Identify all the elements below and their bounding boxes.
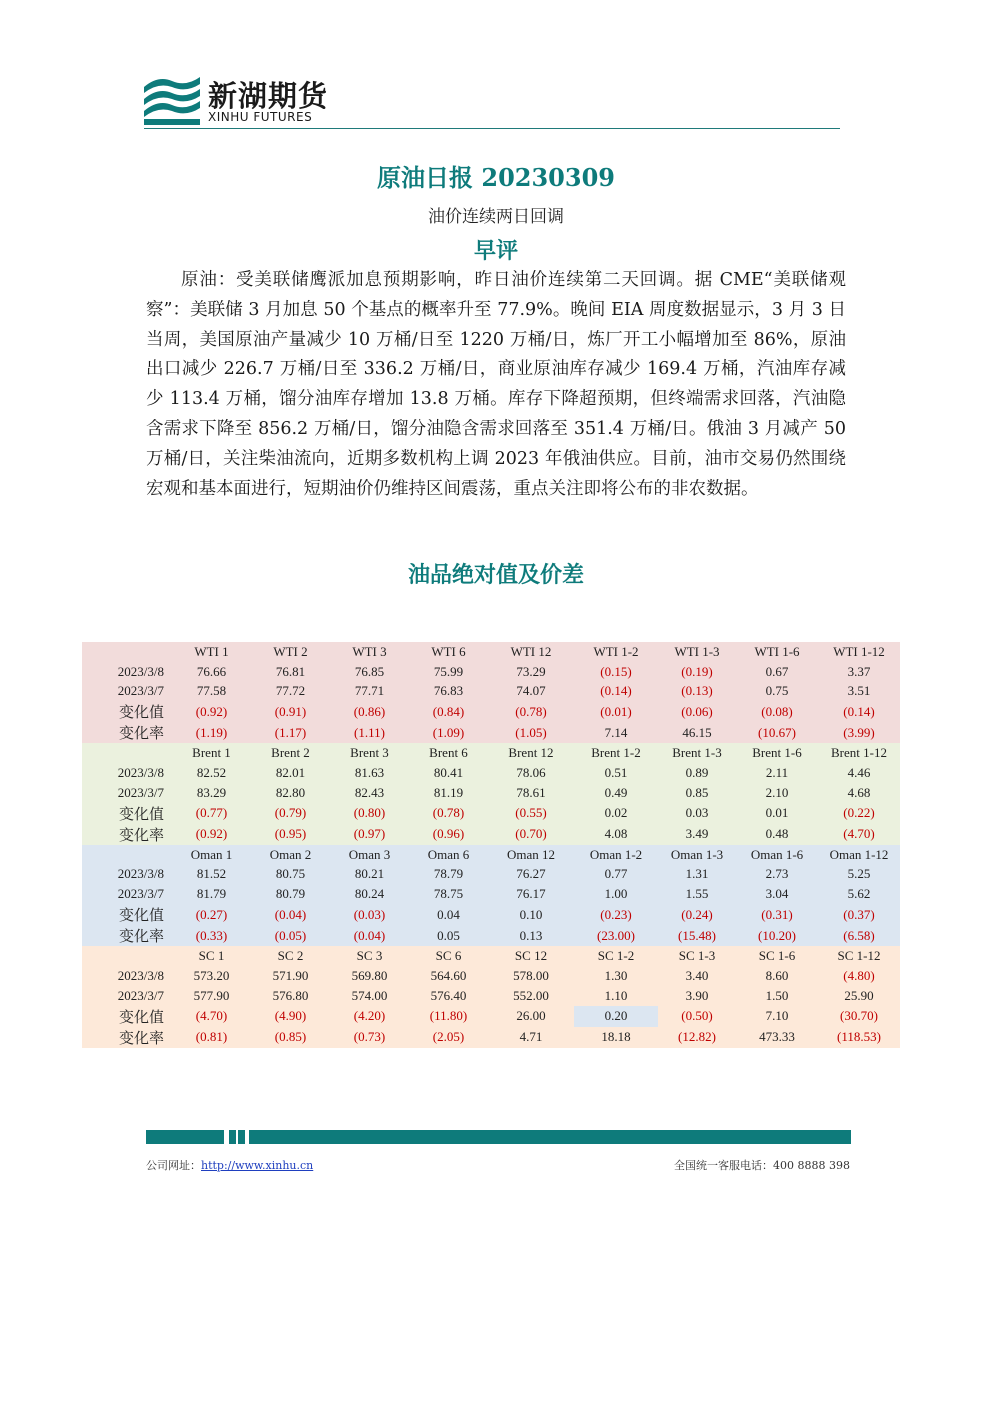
- table-cell: (0.13): [658, 682, 736, 702]
- table-cell: 2.11: [736, 763, 818, 783]
- table-cell: 576.80: [251, 986, 330, 1006]
- table-header-cell: Oman 2: [251, 845, 330, 865]
- table-cell: (0.55): [488, 803, 574, 824]
- table-header-row: [82, 845, 900, 865]
- table-cell: 78.61: [488, 783, 574, 803]
- table-cell: 76.83: [409, 682, 488, 702]
- table-cell: (0.77): [172, 803, 251, 824]
- table-cell: (1.17): [251, 722, 330, 743]
- table-header-cell: Oman 1-12: [818, 845, 900, 865]
- table-cell: 571.90: [251, 966, 330, 986]
- table-cell: (0.33): [172, 925, 251, 946]
- table-row: [82, 884, 900, 904]
- table-cell: (0.96): [409, 824, 488, 845]
- table-cell: 0.13: [488, 925, 574, 946]
- table-cell: (0.80): [330, 803, 409, 824]
- table-cell: 82.52: [172, 763, 251, 783]
- table-cell: (0.78): [409, 803, 488, 824]
- table-row-label: 变化值: [82, 904, 172, 925]
- table-row-label: 2023/3/7: [82, 986, 172, 1006]
- table-header-cell: Brent 1-2: [574, 743, 658, 763]
- table-row-label: 2023/3/7: [82, 884, 172, 904]
- table-cell: 81.63: [330, 763, 409, 783]
- table-row-label: 变化值: [82, 701, 172, 722]
- footer-website-label: 公司网址：: [146, 1159, 201, 1172]
- brand-name-cn: 新湖期货: [208, 79, 329, 113]
- table-header-blank: [82, 946, 172, 966]
- table-header-cell: Oman 1: [172, 845, 251, 865]
- table-cell: 82.43: [330, 783, 409, 803]
- table-row: [82, 1006, 900, 1027]
- footer-website: [146, 1157, 313, 1173]
- table-cell: (0.79): [251, 803, 330, 824]
- table-cell: 473.33: [736, 1027, 818, 1048]
- table-cell: (118.53): [818, 1027, 900, 1048]
- table-header-row: [82, 642, 900, 662]
- footer-bar-small: [238, 1130, 245, 1144]
- oil-price-table-container: [82, 642, 900, 1048]
- page-header: [144, 70, 840, 130]
- table-header-cell: Oman 3: [330, 845, 409, 865]
- table-cell: 76.17: [488, 884, 574, 904]
- table-cell: (0.24): [658, 904, 736, 925]
- table-cell: 574.00: [330, 986, 409, 1006]
- table-header-cell: WTI 1-12: [818, 642, 900, 662]
- table-cell: (10.67): [736, 722, 818, 743]
- table-cell: (0.06): [658, 701, 736, 722]
- table-cell: 74.07: [488, 682, 574, 702]
- table-cell: 578.00: [488, 966, 574, 986]
- table-row: [82, 925, 900, 946]
- table-header-row: [82, 946, 900, 966]
- table-cell: 81.19: [409, 783, 488, 803]
- table-cell: (1.19): [172, 722, 251, 743]
- table-row-label: 变化率: [82, 925, 172, 946]
- table-header-cell: Oman 1-6: [736, 845, 818, 865]
- table-cell: 552.00: [488, 986, 574, 1006]
- section-heading-oil-spreads: 油品绝对值及价差: [407, 562, 584, 588]
- table-header-row: [82, 743, 900, 763]
- table-cell: 73.29: [488, 662, 574, 682]
- table-header-cell: WTI 1-2: [574, 642, 658, 662]
- table-cell: 564.60: [409, 966, 488, 986]
- table-cell: (0.81): [172, 1027, 251, 1048]
- table-header-cell: Brent 1-6: [736, 743, 818, 763]
- table-cell: 1.55: [658, 884, 736, 904]
- table-cell: 577.90: [172, 986, 251, 1006]
- table-cell: 82.80: [251, 783, 330, 803]
- table-cell: 1.10: [574, 986, 658, 1006]
- table-cell: 0.89: [658, 763, 736, 783]
- table-cell: 0.05: [409, 925, 488, 946]
- table-cell: 0.75: [736, 682, 818, 702]
- table-header-cell: SC 6: [409, 946, 488, 966]
- table-header-blank: [82, 743, 172, 763]
- table-row: [82, 824, 900, 845]
- table-cell: 0.04: [409, 904, 488, 925]
- table-cell: (0.37): [818, 904, 900, 925]
- table-cell: 46.15: [658, 722, 736, 743]
- table-header-cell: SC 3: [330, 946, 409, 966]
- table-cell: 0.51: [574, 763, 658, 783]
- table-cell: (4.80): [818, 966, 900, 986]
- table-cell: (0.91): [251, 701, 330, 722]
- table-cell: 77.58: [172, 682, 251, 702]
- table-row-label: 2023/3/8: [82, 662, 172, 682]
- table-header-cell: Brent 6: [409, 743, 488, 763]
- table-row-label: 2023/3/7: [82, 682, 172, 702]
- table-cell: (12.82): [658, 1027, 736, 1048]
- table-row: [82, 783, 900, 803]
- table-cell: 78.79: [409, 865, 488, 885]
- table-cell: 78.06: [488, 763, 574, 783]
- table-cell: 7.10: [736, 1006, 818, 1027]
- table-cell: (0.95): [251, 824, 330, 845]
- table-cell: 26.00: [488, 1006, 574, 1027]
- table-cell: 0.10: [488, 904, 574, 925]
- table-cell: 3.90: [658, 986, 736, 1006]
- table-cell: 0.48: [736, 824, 818, 845]
- table-cell: 80.21: [330, 865, 409, 885]
- table-row: [82, 701, 900, 722]
- table-cell: (11.80): [409, 1006, 488, 1027]
- table-cell: 4.68: [818, 783, 900, 803]
- table-header-cell: WTI 1-6: [736, 642, 818, 662]
- table-header-cell: Oman 1-3: [658, 845, 736, 865]
- table-row-label: 变化率: [82, 722, 172, 743]
- table-cell: 5.25: [818, 865, 900, 885]
- table-header-cell: Oman 12: [488, 845, 574, 865]
- table-cell: 0.85: [658, 783, 736, 803]
- table-header-cell: Brent 3: [330, 743, 409, 763]
- table-header-cell: WTI 2: [251, 642, 330, 662]
- table-cell: (0.31): [736, 904, 818, 925]
- table-cell: (3.99): [818, 722, 900, 743]
- table-cell: (0.84): [409, 701, 488, 722]
- table-cell: (30.70): [818, 1006, 900, 1027]
- table-cell: 76.27: [488, 865, 574, 885]
- table-cell: 18.18: [574, 1027, 658, 1048]
- table-cell: 3.51: [818, 682, 900, 702]
- table-cell: (0.03): [330, 904, 409, 925]
- table-header-cell: Brent 12: [488, 743, 574, 763]
- table-row: [82, 662, 900, 682]
- table-row-label: 变化值: [82, 1006, 172, 1027]
- header-divider: [144, 128, 840, 129]
- table-cell: 76.66: [172, 662, 251, 682]
- table-cell: (0.86): [330, 701, 409, 722]
- table-cell: 3.37: [818, 662, 900, 682]
- table-header-cell: WTI 1-3: [658, 642, 736, 662]
- table-header-cell: WTI 1: [172, 642, 251, 662]
- report-subtitle: 油价连续两日回调: [428, 207, 564, 227]
- table-header-cell: SC 1-2: [574, 946, 658, 966]
- table-cell: (0.15): [574, 662, 658, 682]
- table-cell: 3.49: [658, 824, 736, 845]
- table-header-cell: Oman 6: [409, 845, 488, 865]
- table-row-label: 2023/3/8: [82, 966, 172, 986]
- table-cell: (10.20): [736, 925, 818, 946]
- table-header-cell: Oman 1-2: [574, 845, 658, 865]
- table-cell: 0.49: [574, 783, 658, 803]
- table-cell: (0.14): [574, 682, 658, 702]
- table-cell: 81.79: [172, 884, 251, 904]
- report-title: 原油日报 20230309: [377, 163, 615, 192]
- table-cell: 80.75: [251, 865, 330, 885]
- table-cell: 0.03: [658, 803, 736, 824]
- table-header-cell: Brent 1: [172, 743, 251, 763]
- table-cell: (4.70): [172, 1006, 251, 1027]
- table-row: [82, 682, 900, 702]
- table-cell: 0.02: [574, 803, 658, 824]
- table-cell: (4.20): [330, 1006, 409, 1027]
- table-cell: 4.46: [818, 763, 900, 783]
- table-row: [82, 722, 900, 743]
- table-cell: (0.04): [251, 904, 330, 925]
- footer-website-link[interactable]: http://www.xinhu.cn: [201, 1159, 314, 1172]
- table-cell: (23.00): [574, 925, 658, 946]
- table-cell: 77.71: [330, 682, 409, 702]
- table-cell: 0.20: [574, 1006, 658, 1027]
- table-cell: 2.73: [736, 865, 818, 885]
- table-row: [82, 986, 900, 1006]
- table-header-cell: SC 1-12: [818, 946, 900, 966]
- table-cell: 0.77: [574, 865, 658, 885]
- table-row: [82, 763, 900, 783]
- table-header-cell: SC 1-6: [736, 946, 818, 966]
- table-row-label: 2023/3/8: [82, 763, 172, 783]
- table-cell: (15.48): [658, 925, 736, 946]
- table-cell: 1.00: [574, 884, 658, 904]
- footer-bar-mid: [229, 1130, 236, 1144]
- table-cell: 1.31: [658, 865, 736, 885]
- table-cell: (0.22): [818, 803, 900, 824]
- table-cell: 3.04: [736, 884, 818, 904]
- footer-hotline: 全国统一客服电话：400 8888 398: [674, 1159, 850, 1172]
- table-header-blank: [82, 845, 172, 865]
- table-cell: (1.09): [409, 722, 488, 743]
- table-cell: 78.75: [409, 884, 488, 904]
- table-row-label: 变化值: [82, 803, 172, 824]
- oil-price-spread-table: [82, 642, 900, 1048]
- table-cell: (4.70): [818, 824, 900, 845]
- table-header-cell: WTI 6: [409, 642, 488, 662]
- table-cell: 75.99: [409, 662, 488, 682]
- table-row-label: 2023/3/8: [82, 865, 172, 885]
- table-cell: (2.05): [409, 1027, 488, 1048]
- table-row: [82, 803, 900, 824]
- table-cell: (1.05): [488, 722, 574, 743]
- table-cell: 80.41: [409, 763, 488, 783]
- table-cell: 77.72: [251, 682, 330, 702]
- table-cell: 83.29: [172, 783, 251, 803]
- brand-name-en: XINHU FUTURES: [208, 110, 313, 124]
- table-header-cell: Brent 1-3: [658, 743, 736, 763]
- table-header-blank: [82, 642, 172, 662]
- table-cell: 5.62: [818, 884, 900, 904]
- table-cell: 80.79: [251, 884, 330, 904]
- table-row: [82, 966, 900, 986]
- table-cell: (0.23): [574, 904, 658, 925]
- table-cell: 2.10: [736, 783, 818, 803]
- table-cell: 80.24: [330, 884, 409, 904]
- table-row: [82, 904, 900, 925]
- table-header-cell: SC 12: [488, 946, 574, 966]
- commentary-paragraph: 原油：受美联储鹰派加息预期影响，昨日油价连续第二天回调。据 CME“美联储观察”：美联储 3 月加息 50 个基点的概率升至 77.9%。晚间 EIA 周度数据显示，3 月 3 日当周，美国原油产量减少 10 万桶/日至 1220 万桶/日，炼厂开工小幅增加至 86%，原油出口减少 226.7 万桶/日至 336.2 万桶/日，商业原油库存减少 169.4 万桶，汽油库存减少 113.4 万桶，馏分油库存增加 13.8 万桶。库存下降超预期，但终端需求回落，汽油隐含需求下降至 856.2 万桶/日，馏分油隐含需求回落至 351.4 万桶/日。俄油 3 月减产 50 万桶/日，关注柴油流向，近期多数机构上调 2023 年俄油供应。目前，油市交易仍然围绕宏观和基本面进行，短期油价仍维持区间震荡，重点关注即将公布的非农数据。: [146, 270, 846, 499]
- table-header-cell: WTI 12: [488, 642, 574, 662]
- table-cell: (4.90): [251, 1006, 330, 1027]
- table-cell: (0.85): [251, 1027, 330, 1048]
- table-row-label: 变化率: [82, 1027, 172, 1048]
- table-cell: 1.30: [574, 966, 658, 986]
- footer-bar-left: [146, 1130, 224, 1144]
- table-cell: (0.27): [172, 904, 251, 925]
- table-cell: (1.11): [330, 722, 409, 743]
- section-heading-morning-review: 早评: [473, 238, 518, 264]
- table-cell: 0.01: [736, 803, 818, 824]
- table-cell: (0.01): [574, 701, 658, 722]
- table-cell: (0.08): [736, 701, 818, 722]
- table-header-cell: Brent 1-12: [818, 743, 900, 763]
- table-header-cell: SC 2: [251, 946, 330, 966]
- table-cell: 76.81: [251, 662, 330, 682]
- table-cell: (0.92): [172, 701, 251, 722]
- table-cell: (0.70): [488, 824, 574, 845]
- table-cell: (0.04): [330, 925, 409, 946]
- table-row: [82, 1027, 900, 1048]
- table-cell: (0.97): [330, 824, 409, 845]
- table-cell: 4.08: [574, 824, 658, 845]
- table-cell: (0.50): [658, 1006, 736, 1027]
- table-cell: 1.50: [736, 986, 818, 1006]
- table-cell: 82.01: [251, 763, 330, 783]
- table-cell: (0.73): [330, 1027, 409, 1048]
- table-cell: 8.60: [736, 966, 818, 986]
- table-header-cell: SC 1-3: [658, 946, 736, 966]
- table-cell: (0.14): [818, 701, 900, 722]
- table-row: [82, 865, 900, 885]
- table-header-cell: Brent 2: [251, 743, 330, 763]
- table-row-label: 变化率: [82, 824, 172, 845]
- table-cell: 569.80: [330, 966, 409, 986]
- table-cell: 81.52: [172, 865, 251, 885]
- table-cell: 76.85: [330, 662, 409, 682]
- table-header-cell: SC 1: [172, 946, 251, 966]
- table-cell: 25.90: [818, 986, 900, 1006]
- table-cell: (0.05): [251, 925, 330, 946]
- footer-bar-main: [249, 1130, 851, 1144]
- table-cell: 573.20: [172, 966, 251, 986]
- table-header-cell: WTI 3: [330, 642, 409, 662]
- table-cell: 0.67: [736, 662, 818, 682]
- table-cell: (0.19): [658, 662, 736, 682]
- table-cell: (6.58): [818, 925, 900, 946]
- table-cell: (0.78): [488, 701, 574, 722]
- table-cell: 576.40: [409, 986, 488, 1006]
- table-row-label: 2023/3/7: [82, 783, 172, 803]
- xinhu-wave-logo-icon: [144, 73, 200, 125]
- table-cell: 4.71: [488, 1027, 574, 1048]
- table-cell: 7.14: [574, 722, 658, 743]
- table-cell: 3.40: [658, 966, 736, 986]
- table-cell: (0.92): [172, 824, 251, 845]
